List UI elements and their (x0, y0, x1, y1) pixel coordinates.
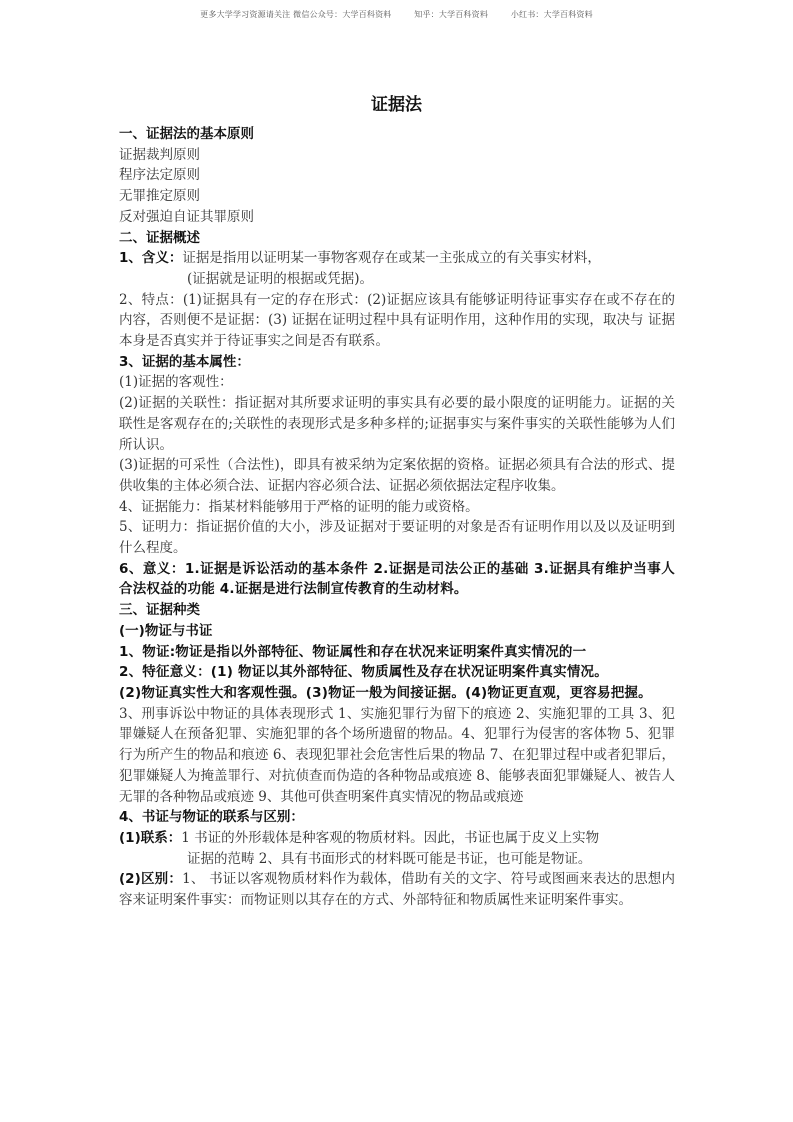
difference-paragraph (119, 869, 675, 910)
difference-text: 1、 书证以客观物质材料作为载体，借助有关的文字、符号或图画来表达的思想内容来证明案件事实：而物证则以其存在的方式、外部特征和物质属性来证明案件事实。 (119, 871, 675, 909)
section-3-heading: 三、证据种类 (119, 602, 200, 619)
relevance-item: (2)证据的关联性：指证据对其所要求证明的事实具有必要的最小限度的证明能力。证据的关联性是客观存在的;关联性的表现形式是多种多样的;证据事实与案件事实的关联性能够为人们所认识。 (119, 395, 675, 453)
attributes-heading: 3、证据的基本属性： (119, 353, 250, 370)
header-zhihu: 知乎：大学百科资料 (414, 10, 489, 19)
physical-evidence-features: 2、特征意义：(1) 物证以其外部特征、物质属性及存在状况证明案件真实情况。 (119, 664, 608, 681)
section-2-heading: 二、证据概述 (119, 229, 200, 246)
document-body (119, 124, 675, 911)
subsection-physical-documentary: (一)物证与书证 (119, 622, 213, 639)
physical-evidence-definition: 1、物证:物证是指以外部特征、物证属性和存在状况来证明案件真实情况的一 (119, 643, 587, 660)
difference-label: (2)区别： (119, 871, 183, 888)
connection-continuation: 证据的范畴 2、具有书面形式的材料既可能是书证，也可能是物证。 (187, 850, 592, 867)
definition-text: 证据是指用以证明某一事物客观存在或某一主张成立的有关事实材料， (182, 250, 601, 267)
relation-heading: 4、书证与物证的联系与区别： (119, 809, 304, 826)
header-xiaohongshu: 小红书：大学百科资料 (510, 10, 593, 19)
definition-continuation: (证据就是证明的根据或凭据)。 (187, 270, 374, 287)
principle-item: 无罪推定原则 (119, 188, 200, 205)
criminal-physical-evidence-forms: 3、刑事诉讼中物证的具体表现形式 1、实施犯罪行为留下的痕迹 2、实施犯罪的工具 3、犯罪嫌疑人在预备犯罪、实施犯罪的各个场所遗留的物品。4、犯罪行为侵害的客体物 5、犯罪行为所产生的物品和痕迹 6、表现犯罪社会危害性后果的物品 7、在犯罪过程中或者犯罪后，犯罪嫌疑人为掩盖罪行、对抗侦查而伪造的各种物品或痕迹 8、能够表面犯罪嫌疑人、被告人无罪的各种物品或痕迹 9、其他可供查明案件真实情况的物品或痕迹 (119, 705, 675, 805)
section-1-heading: 一、证据法的基本原则 (119, 126, 254, 142)
connection-text: 1 书证的外形载体是种客观的物质材料。因此，书证也属于皮义上实物 (181, 829, 600, 846)
principle-item: 程序法定原则 (119, 167, 200, 184)
definition-paragraph (119, 248, 675, 269)
header-wechat: 更多大学学习资源请关注 微信公众号：大学百科资料 (200, 10, 392, 19)
significance-paragraph: 6、意义：1.证据是诉讼活动的基本条件 2.证据是司法公正的基础 3.证据具有维护当事人合法权益的功能 4.证据是进行法制宣传教育的生动材料。 (119, 560, 675, 598)
objectivity-item: (1)证据的客观性： (119, 374, 233, 391)
principle-item: 反对强迫自证其罪原则 (119, 208, 254, 225)
admissibility-item: (3)证据的可采性（合法性)，即具有被采纳为定案依据的资格。证据必须具有合法的形式、提供收集的主体必须合法、证据内容必须合法、证据必须依据法定程序收集。 (119, 457, 675, 494)
probative-force-paragraph: 5、证明力：指证据价值的大小，涉及证据对于要证明的对象是否有证明作用以及以及证明到什么程度。 (119, 519, 675, 557)
connection-label: (1)联系： (119, 829, 182, 846)
principle-item: 证据裁判原则 (119, 146, 200, 163)
page-title: 证据法 (371, 95, 422, 115)
page-header (0, 9, 793, 20)
connection-paragraph (119, 828, 675, 849)
features-paragraph: 2、特点：(1)证据具有一定的存在形式：(2)证据应该具有能够证明待证事实存在或不存在的内容，否则便不是证据：(3) 证据在证明过程中具有证明作用，这种作用的实现，取决与 证据本身是否真实并于待证事实之间是否有联系。 (119, 291, 675, 350)
definition-label: 1、含义： (119, 250, 183, 267)
evidence-capacity-paragraph: 4、证据能力：指某材料能够用于严格的证明的能力或资格。 (119, 498, 479, 515)
physical-evidence-features-cont: (2)物证真实性大和客观性强。(3)物证一般为间接证据。(4)物证更直观，更容易把握。 (119, 684, 652, 701)
